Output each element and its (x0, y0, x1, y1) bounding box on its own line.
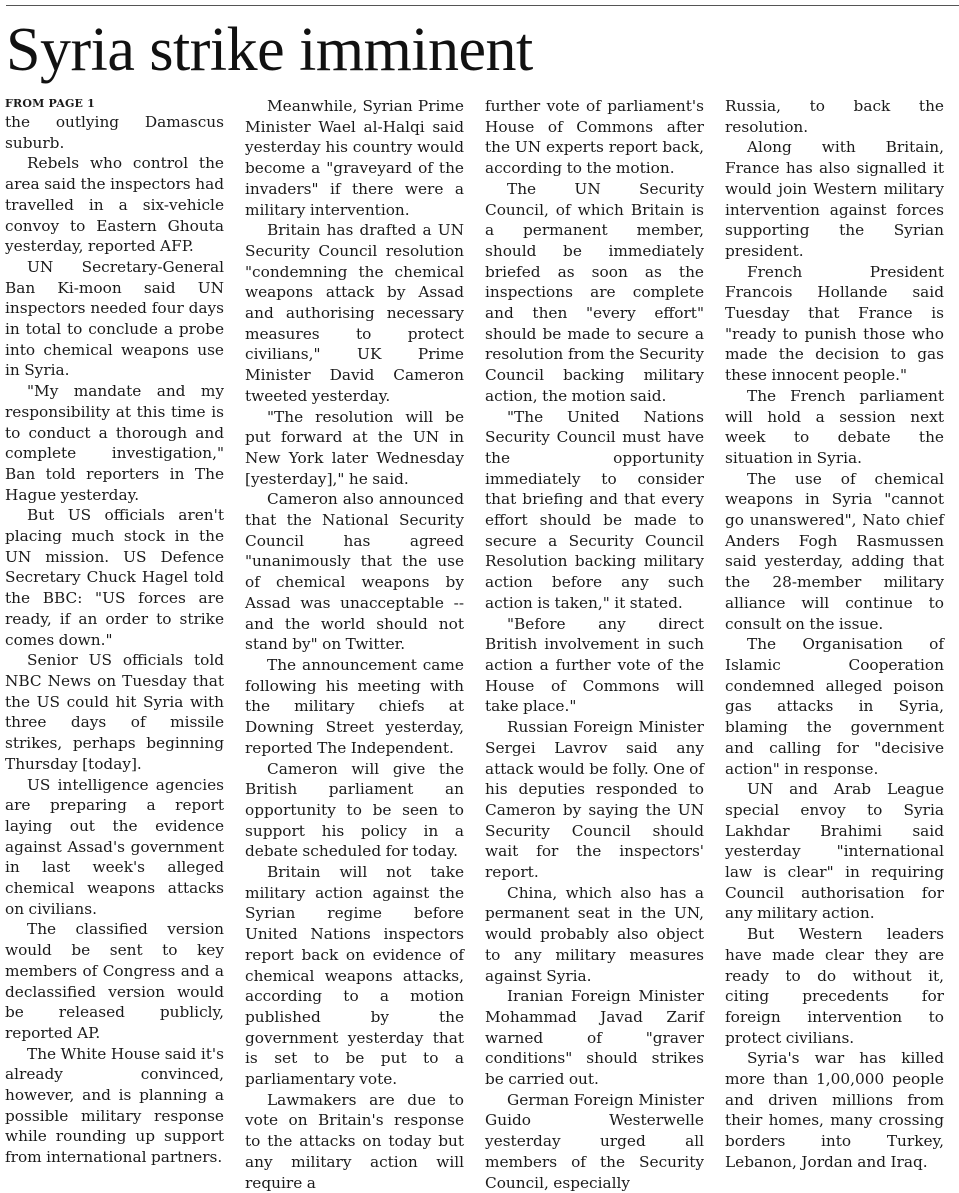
paragraph: The UN Security Council, of which Britain is a permanent member, should be immediately briefed as soon as the inspections are complete and then "every effort" should be made to secure a resolution from the Security Council backing military action, the motion said. (485, 179, 704, 405)
paragraph: Syria's war has killed more than 1,00,000 people and driven millions from their homes, many crossing borders into Turkey, Lebanon, Jordan and Iraq. (725, 1049, 944, 1171)
paragraph: China, which also has a permanent seat in the UN, would probably also object to any military measures against Syria. (485, 883, 704, 985)
paragraph: UN Secretary-General Ban Ki-moon said UN inspectors needed four days in total to conclude a probe into chemical weapons use in Syria. (5, 257, 224, 380)
paragraph: But Western leaders have made clear they are ready to do without it, citing precedents for foreign intervention to protect civilians. (725, 925, 944, 1047)
paragraph: Meanwhile, Syrian Prime Minister Wael al-Halqi said yesterday his country would become a "graveyard of the invaders" if there were a military intervention. (245, 97, 464, 219)
paragraph: Britain will not take military action against the Syrian regime before United Nations inspectors report back on evidence of chemical weapons attacks, according to a motion published by the government yesterday that is set to be put to a parliamentary vote. (245, 863, 464, 1089)
paragraph: Russian Foreign Minister Sergei Lavrov said any attack would be folly. One of his deputies responded to Cameron by saying the UN Security Council should wait for the inspectors' report. (485, 718, 704, 882)
top-rule (6, 5, 959, 6)
paragraph: The Organisation of Islamic Cooperation condemned alleged poison gas attacks in Syria, blaming the government and calling for "decisive action" in response. (725, 635, 944, 778)
paragraph: Iranian Foreign Minister Mohammad Javad Zarif warned of "graver conditions" should strikes be carried out. (485, 987, 704, 1089)
kicker-from-page-1: FROM PAGE 1 (5, 97, 96, 110)
paragraph: Lawmakers are due to vote on Britain's response to the attacks on today but any military action will require a (245, 1090, 464, 1192)
paragraph: Britain has drafted a UN Security Council resolution "condemning the chemical weapons attack by Assad and authorising necessary measures to protect civilians," UK Prime Minister David Cameron tweeted yesterday. (245, 221, 464, 405)
paragraph: The classified version would be sent to key members of Congress and a declassified version would be released publicly, reported AP. (5, 920, 224, 1042)
paragraph: Rebels who control the area said the inspectors had travelled in a six-vehicle convoy to Eastern Ghouta yesterday, reported AFP. (5, 154, 224, 256)
paragraph: German Foreign Minister Guido Westerwelle yesterday urged all members of the Security Council, especially (485, 1090, 704, 1192)
paragraph: UN and Arab League special envoy to Syria Lakhdar Brahimi said yesterday "international law is clear" in requiring Council authorisation for any military action. (725, 780, 944, 923)
paragraph: Along with Britain, France has also signalled it would join Western military intervention against forces supporting the Syrian president. (725, 138, 944, 260)
paragraph: "The resolution will be put forward at the UN in New York later Wednesday [yesterday]," he said. (245, 407, 464, 488)
paragraph: Senior US officials told NBC News on Tuesday that the US could hit Syria with three days of missile strikes, perhaps beginning Thursday [today]. (5, 651, 224, 773)
column-3 (485, 96, 704, 1192)
paragraph: the outlying Damascus suburb. (5, 113, 224, 152)
column-1 (5, 96, 224, 1167)
paragraph: US intelligence agencies are preparing a report laying out the evidence against Assad's government in last week's alleged chemical weapons attacks on civilians. (5, 775, 224, 918)
paragraph: French President Francois Hollande said Tuesday that France is "ready to punish those who made the decision to gas these innocent people." (725, 262, 944, 385)
column-4 (725, 96, 944, 1171)
paragraph: The White House said it's already convinced, however, and is planning a possible military response while rounding up support from international partners. (5, 1044, 224, 1167)
paragraph: The use of chemical weapons in Syria "cannot go unanswered", Nato chief Anders Fogh Rasmussen said yesterday, adding that the 28-member military alliance will continue to consult on the issue. (725, 469, 944, 633)
column-2 (245, 96, 464, 1192)
headline: Syria strike imminent (6, 16, 533, 84)
paragraph: The announcement came following his meeting with the military chiefs at Downing Street yesterday, reported The Independent. (245, 655, 464, 757)
paragraph: But US officials aren't placing much stock in the UN mission. US Defence Secretary Chuck Hagel told the BBC: "US forces are ready, if an order to strike comes down." (5, 506, 224, 649)
paragraph: "My mandate and my responsibility at this time is to conduct a thorough and complete investigation," Ban told reporters in The Hague yesterday. (5, 382, 224, 504)
paragraph: The French parliament will hold a session next week to debate the situation in Syria. (725, 386, 944, 467)
paragraph: Cameron also announced that the National Security Council has agreed "unanimously that the use of chemical weapons by Assad was unacceptable -- and the world should not stand by" on Twitter. (245, 490, 464, 654)
paragraph: further vote of parliament's House of Commons after the UN experts report back, according to the motion. (485, 97, 704, 178)
article-body (5, 96, 944, 1192)
paragraph: Cameron will give the British parliament an opportunity to be seen to support his policy in a debate scheduled for today. (245, 759, 464, 861)
paragraph: "The United Nations Security Council must have the opportunity immediately to consider that briefing and that every effort should be made to secure a Security Council Resolution backing military action before any such action is taken," it stated. (485, 407, 704, 612)
paragraph: Russia, to back the resolution. (725, 97, 944, 136)
paragraph: "Before any direct British involvement in such action a further vote of the House of Commons will take place." (485, 614, 704, 716)
